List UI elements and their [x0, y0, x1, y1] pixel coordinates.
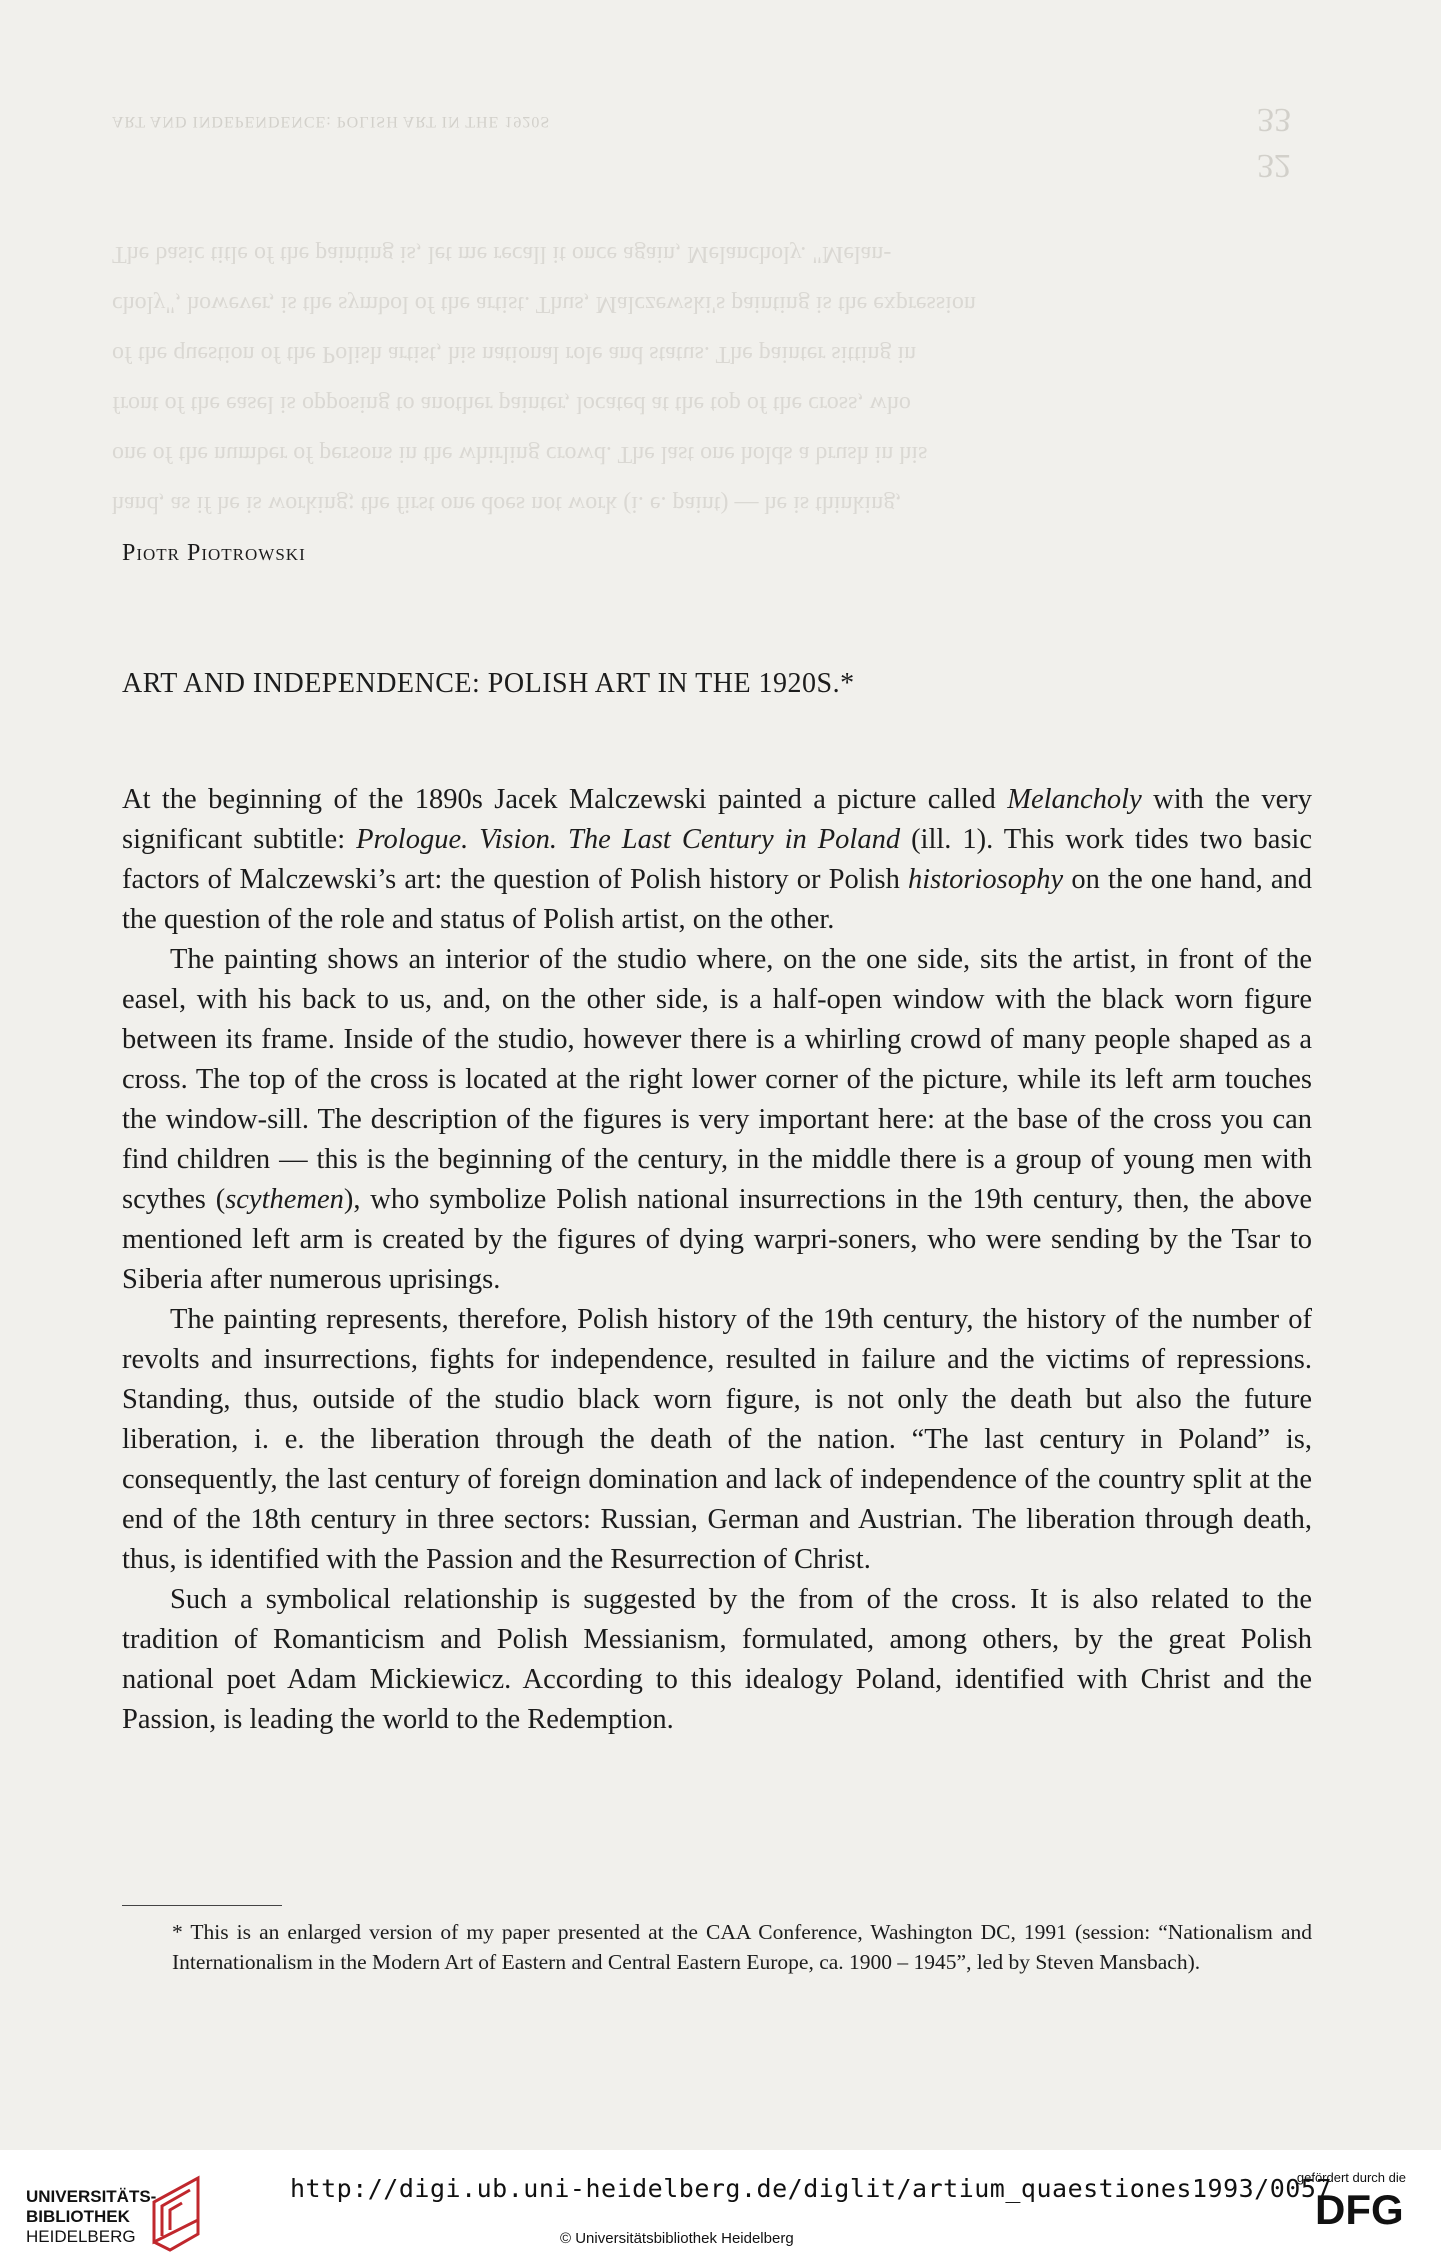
text-run: on the one hand, and the question of the role and status of Polish artist, on the other. [122, 864, 1312, 935]
show-through-line: front of the easel is opposing to another painter, located at the top of the cross, who [112, 391, 911, 417]
library-name-line: UNIVERSITÄTS- [26, 2187, 157, 2206]
article-title: ART AND INDEPENDENCE: POLISH ART IN THE 1920S.* [122, 668, 855, 699]
text-run: At the beginning of the 1890s Jacek Malczewski painted a picture called [122, 784, 1008, 815]
show-through-page-number: 33 [1257, 101, 1291, 138]
text-run: with the very significant subtitle: [122, 784, 1312, 855]
footnote-text: * This is an enlarged version of my paper presented at the CAA Conference, Washington DC, 1991 (session: “Nationalism and Internationalism in the Modern Art of Eastern and Central Eastern Europe, ca. 1900 – 1945”, led by Steven Mansbach). [172, 1920, 1312, 1974]
body-paragraph [122, 1580, 1312, 1740]
article-body [122, 780, 1312, 1740]
text-run: (ill. 1). This work tides two basic factors of Malczewski’s art: the question of Polish history or Polish [122, 824, 1313, 895]
body-paragraph [122, 780, 1312, 940]
footnote [122, 1917, 1312, 1977]
funding-label: gefördert durch die [1296, 2170, 1406, 2185]
footnote-rule [122, 1905, 282, 1906]
text-run: Such a symbolical relationship is suggested by the from of the cross. It is also related to the tradition of Romanticism and Polish Messianism, formulated, among others, by the great Polish national poet Adam Mickiewicz. According to this idealogy Poland, identified with Christ and the Passion, is leading the world to the Redemption. [122, 1584, 1312, 1735]
show-through-line: hand, as if he is working; the first one does not work (i. e. paint) — he is thinking, [112, 491, 902, 517]
text-run: The painting shows an interior of the studio where, on the one side, sits the artist, in front of the easel, with his back to us, and, on the other side, is a half-open window with the black worn figure between its frame. Inside of the studio, however there is a whirling crowd of many people shaped as a cross. The top of the cross is located at the right lower corner of the picture, while its left arm touches the window-sill. The description of the figures is very important here: at the base of the cross you can find children — this is the beginning of the century, in the middle there is a group of young men with scythes ( [122, 944, 1312, 1215]
dfg-logo-text: DFG [1315, 2188, 1404, 2228]
italic-term: Melancholy [1007, 784, 1142, 815]
text-run: The painting represents, therefore, Polish history of the 19th century, the history of the number of revolts and insurrections, fights for independence, resulted in failure and the victims of repressions. Standing, thus, outside of the studio black worn figure, is not only the death but also the future liberation, i. e. the liberation through the death of the nation. “The last century in Poland” is, consequently, the last century of foreign domination and lack of independence of the country split at the end of the 18th century in three sectors: Russian, German and Austrian. The liberation through death, thus, is identified with the Passion and the Resurrection of Christ. [122, 1304, 1312, 1575]
copyright-notice: © Universitätsbibliothek Heidelberg [560, 2230, 794, 2247]
body-paragraph [122, 1300, 1312, 1580]
university-library-logo-icon [150, 2172, 204, 2252]
show-through-line: choly", however, is the symbol of the artist. Thus, Malczewski's painting is the expression [112, 291, 976, 317]
library-name-line: BIBLIOTHEK [26, 2207, 130, 2226]
article-author: Piotr Piotrowski [122, 540, 306, 566]
show-through-page-number: 32 [1257, 147, 1291, 184]
digitization-footer [0, 2150, 1441, 2263]
show-through-header: ART AND INDEPENDENCE: POLISH ART IN THE 1920S [112, 113, 551, 130]
italic-term: historiosophy [908, 864, 1064, 895]
library-name-line: HEIDELBERG [26, 2227, 136, 2246]
dfg-logo-icon [1315, 2188, 1411, 2228]
library-name [26, 2187, 156, 2247]
permalink-url[interactable]: http://digi.ub.uni-heidelberg.de/diglit/artium_quaestiones1993/0057 [290, 2174, 1332, 2203]
show-through-line: The basic title of the painting is, let me recall it once again, Melancholy. "Melan- [112, 241, 892, 267]
show-through-line: of the question of the Polish artist, his national role and status. The painter sitting in [112, 341, 917, 367]
show-through-line: one of the number of persons in the whirling crowd. The last one holds a brush in his [112, 441, 928, 467]
italic-term: Prologue. Vision. The Last Century in Poland [356, 824, 901, 855]
italic-term: scythemen [225, 1184, 344, 1215]
text-run: ), who symbolize Polish national insurrections in the 19th century, then, the above mentioned left arm is created by the figures of dying warpri-soners, who were sending by the Tsar to Siberia after numerous uprisings. [122, 1184, 1312, 1295]
body-paragraph [122, 940, 1312, 1300]
